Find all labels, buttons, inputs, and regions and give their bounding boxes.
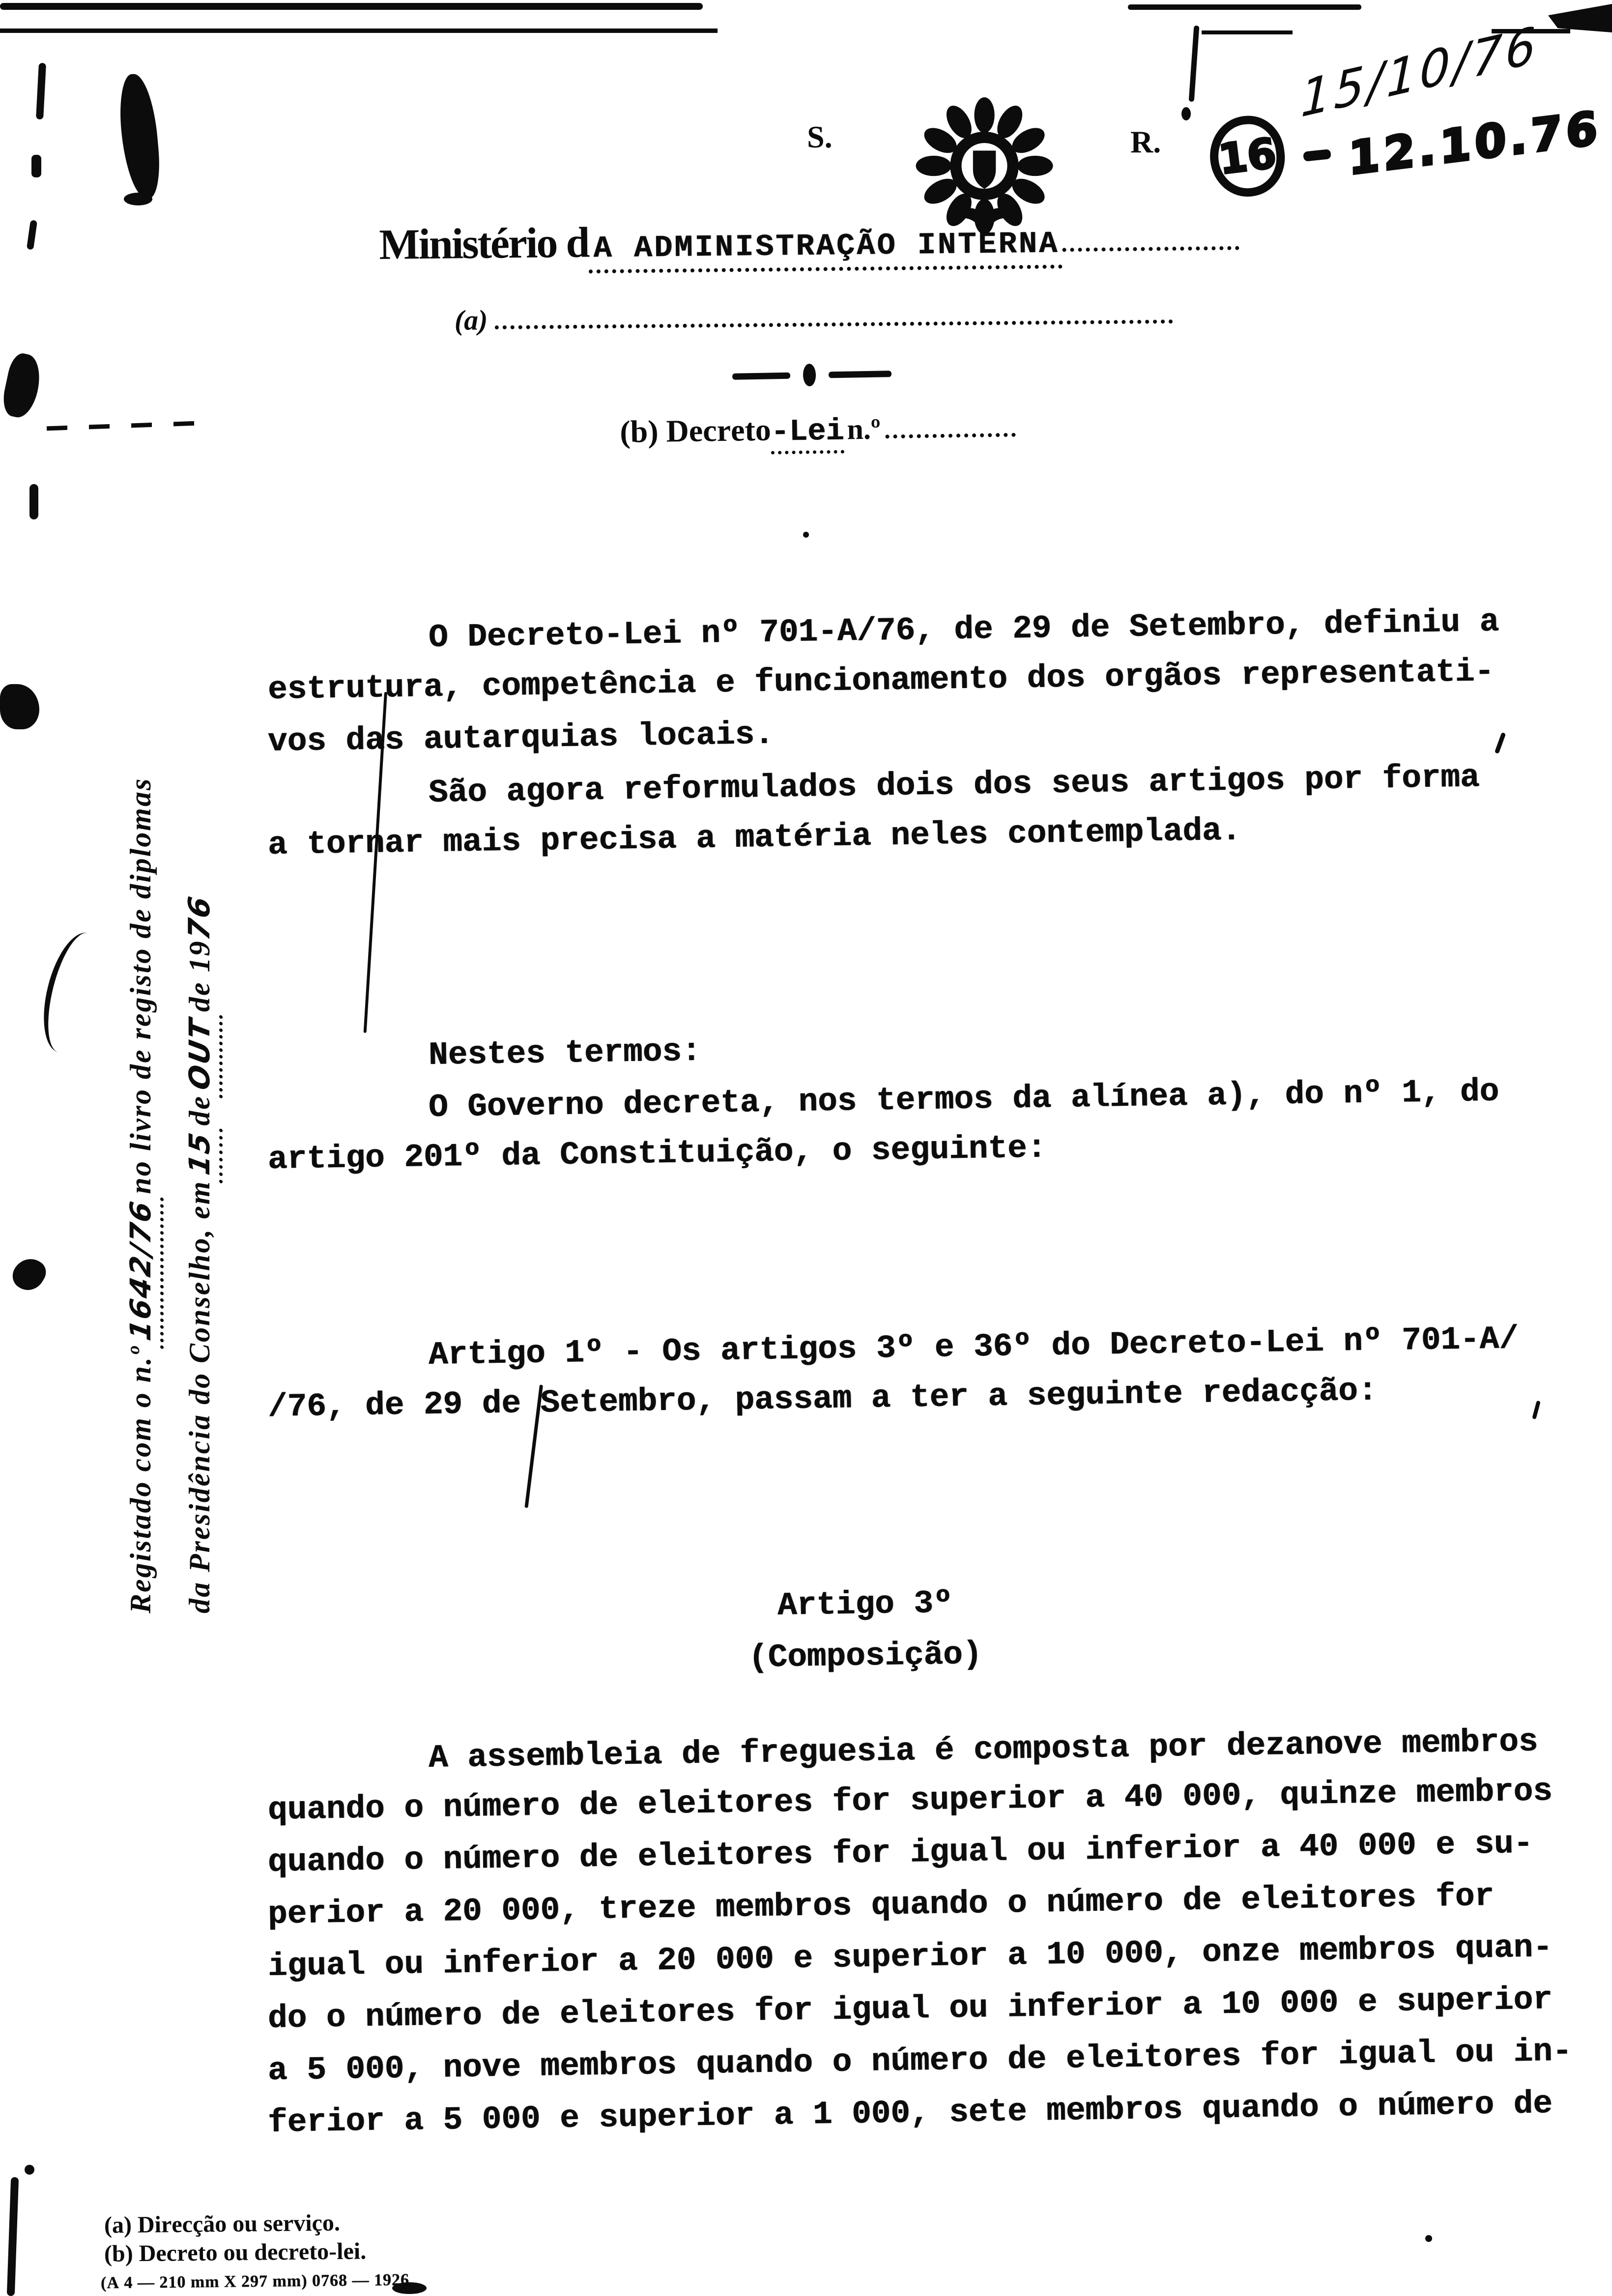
handwritten-received-date: 15/10/76 <box>1300 15 1539 129</box>
body-line: ferior a 5 000 e superior a 1 000, sete membros quando o número de <box>267 2085 1553 2141</box>
ink-blob <box>8 1253 51 1296</box>
body-line: a tornar mais precisa a matéria neles contemplada. <box>267 812 1241 863</box>
field-b-line <box>620 408 1016 457</box>
ink-blob <box>0 684 39 729</box>
handwritten-stamp-date: 12.10.76 <box>1348 101 1602 185</box>
field-b-dotted-leader <box>886 429 1016 439</box>
stamp-line2-year-handwritten: 76 <box>182 892 217 943</box>
header-s-mark: S. <box>807 119 833 154</box>
ink-speck <box>1532 1401 1541 1420</box>
field-b-number-label: n.º <box>847 412 881 446</box>
paper-format-line: (A 4 — 210 mm X 297 mm) 0768 — 1926 <box>100 2270 410 2293</box>
body-line: perior a 20 000, treze membros quando o número de eleitores for <box>267 1877 1495 1933</box>
field-b-typed: -Lei <box>771 414 844 455</box>
body-line: vos das autarquias locais. <box>267 716 775 760</box>
registration-stamp-line-2 <box>146 892 258 1649</box>
stamp-line1-after: no livro de registo de diplomas <box>124 777 157 1194</box>
ministry-line <box>379 211 1239 276</box>
ink-speck <box>36 63 46 120</box>
handwritten-index-circle <box>1206 112 1290 201</box>
body-line: São agora reformulados dois dos seus artigos por forma <box>428 759 1480 811</box>
field-b-printed: (b) Decreto <box>619 412 772 450</box>
separator-dash <box>732 372 790 379</box>
body-line: A assembleia de freguesia é composta por dezanove membros <box>428 1723 1538 1777</box>
body-line: O Decreto-Lei nº 701-A/76, de 29 de Setembro, definiu a <box>428 603 1499 656</box>
pen-stroke <box>1189 26 1200 102</box>
handwritten-index-number: 16 <box>1216 129 1279 184</box>
footnote-b: (b) Decreto ou decreto-lei. <box>104 2238 367 2267</box>
ink-speck <box>1181 107 1191 120</box>
stamp-line2-year-prefix: de 19 <box>183 940 216 1012</box>
stamp-line2-before: da Presidência do Conselho, em <box>183 1180 216 1613</box>
scan-artifact-bar <box>0 3 703 10</box>
footnote-a: (a) Direcção ou serviço. <box>104 2210 341 2239</box>
separator-dash <box>829 371 892 378</box>
scan-edge-streak <box>7 2177 19 2296</box>
scan-artifact-bar <box>1128 4 1361 10</box>
ink-blob <box>116 72 163 200</box>
field-a-label: (a) <box>454 304 488 337</box>
handwritten-dash <box>1303 149 1331 162</box>
body-line: a 5 000, nove membros quando o número de eleitores for igual ou in- <box>267 2033 1572 2089</box>
field-a-dotted-leader <box>494 316 1173 329</box>
ink-speck <box>27 220 37 250</box>
stamp-line1-number-handwritten: 1642/76 <box>123 1190 164 1349</box>
body-line: quando o número de eleitores for igual ou inferior a 40 000 e su- <box>267 1825 1533 1881</box>
ministry-dotted-leader <box>1062 242 1239 252</box>
body-line: Nestes termos: <box>428 1033 701 1074</box>
body-line: artigo 201º da Constituição, o seguinte: <box>267 1129 1047 1178</box>
body-line: do o número de eleitores for igual ou inferior a 10 000 e superior <box>267 1981 1553 2037</box>
body-line: /76, de 29 de Setembro, passam a ter a seguinte redacção: <box>267 1372 1378 1426</box>
ministry-printed-label: Ministério d <box>378 219 589 269</box>
ink-speck <box>803 532 809 538</box>
stamp-line2-day-handwritten: 15 <box>182 1122 223 1183</box>
stamp-line1-before: Registado com o n.º <box>124 1346 157 1613</box>
ink-blob <box>0 351 45 421</box>
scan-artifact-corner-wedge <box>1548 4 1612 32</box>
ministry-typed-value: A ADMINISTRAÇÃO INTERNA <box>588 226 1063 273</box>
ink-blob <box>124 193 152 205</box>
ink-speck <box>1495 732 1506 754</box>
body-line: estrutura, competência e funcionamento dos orgãos representati- <box>267 653 1495 708</box>
dash-row-artifact <box>47 421 199 431</box>
separator-diamond <box>803 364 816 386</box>
ink-speck <box>31 155 41 177</box>
field-a-line <box>454 297 1173 337</box>
section-separator <box>732 362 892 388</box>
stamp-line2-month-handwritten: OUT <box>182 1008 223 1099</box>
header-r-mark: R. <box>1130 124 1161 159</box>
ink-speck <box>29 484 38 519</box>
body-line: igual ou inferior a 20 000 e superior a 10 000, onze membros quan- <box>267 1929 1553 1985</box>
ink-speck <box>1425 2235 1432 2242</box>
article-subheading: (Composição) <box>748 1636 982 1676</box>
stamp-line2-mid: de <box>183 1094 216 1126</box>
article-heading: Artigo 3º <box>777 1584 953 1624</box>
scan-artifact-bar <box>1202 30 1293 34</box>
body-line: quando o número de eleitores for superior a 40 000, quinze membros <box>267 1773 1553 1829</box>
body-line: O Governo decreta, nos termos da alínea a), do nº 1, do <box>428 1073 1499 1126</box>
scan-artifact-bar <box>0 29 718 33</box>
body-line: Artigo 1º - Os artigos 3º e 36º do Decreto-Lei nº 701-A/ <box>428 1320 1519 1374</box>
ink-speck <box>25 2165 34 2175</box>
